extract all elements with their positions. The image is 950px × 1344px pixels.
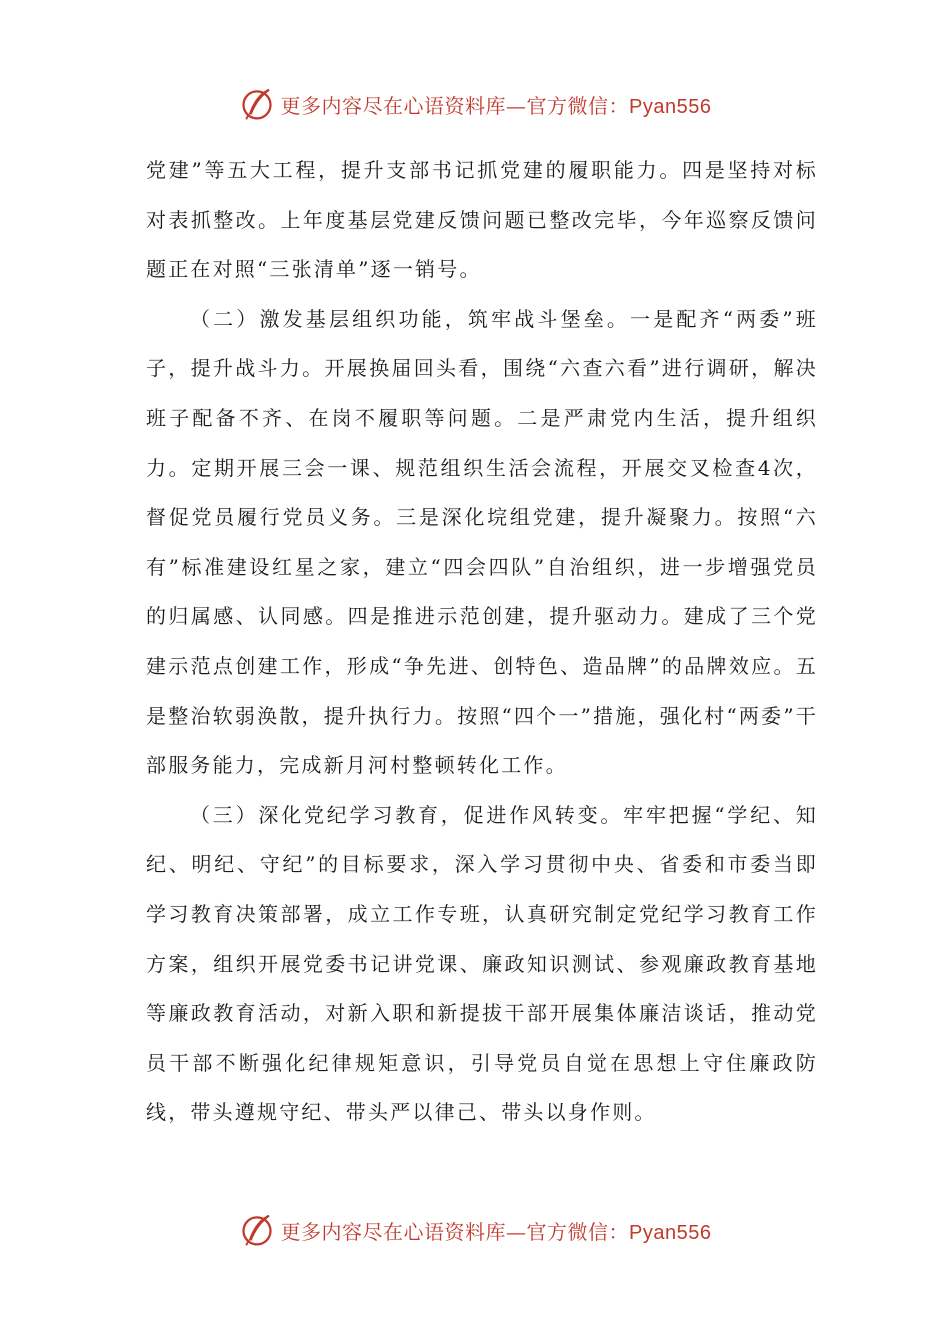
document-body <box>146 146 818 1138</box>
watermark-text: 更多内容尽在心语资料库—官方微信：Pyan556 <box>280 93 712 118</box>
paragraph-2: （二）激发基层组织功能，筑牢战斗堡垒。一是配齐“两委”班子，提升战斗力。开展换届回头看，围绕“六查六看”进行调研，解决班子配备不齐、在岗不履职等问题。二是严肃党内生活，提升组织力。定期开展三会一课、规范组织生活会流程，开展交叉检查4次，督促党员履行党员义务。三是深化垸组党建，提升凝聚力。按照“六有”标准建设红星之家，建立“四会四队”自治组织，进一步增强党员的归属感、认同感。四是推进示范创建，提升驱动力。建成了三个党建示范点创建工作，形成“争先进、创特色、造品牌”的品牌效应。五是整治软弱涣散，提升执行力。按照“四个一”措施，强化村“两委”干部服务能力，完成新月河村整顿转化工作。 <box>146 306 818 778</box>
paragraph-1: 党建”等五大工程，提升支部书记抓党建的履职能力。四是坚持对标对表抓整改。上年度基层党建反馈问题已整改完毕，今年巡察反馈问题正在对照“三张清单”逐一销号。 <box>146 158 818 282</box>
paragraph-3: （三）深化党纪学习教育，促进作风转变。牢牢把握“学纪、知纪、明纪、守纪”的目标要求，深入学习贯彻中央、省委和市委当即学习教育决策部署，成立工作专班，认真研究制定党纪学习教育工作方案，组织开展党委书记讲党课、廉政知识测试、参观廉政教育基地等廉政教育活动，对新入职和新提拔干部开展集体廉洁谈话，推动党员干部不断强化纪律规矩意识，引导党员自觉在思想上守住廉政防线，带头遵规守纪、带头严以律己、带头以身作则。 <box>146 802 818 1125</box>
quill-logo-icon <box>239 1212 275 1248</box>
header-watermark <box>0 84 950 124</box>
footer-watermark <box>0 1210 950 1250</box>
quill-logo-icon <box>239 86 275 122</box>
watermark-text: 更多内容尽在心语资料库—官方微信：Pyan556 <box>280 1219 712 1244</box>
